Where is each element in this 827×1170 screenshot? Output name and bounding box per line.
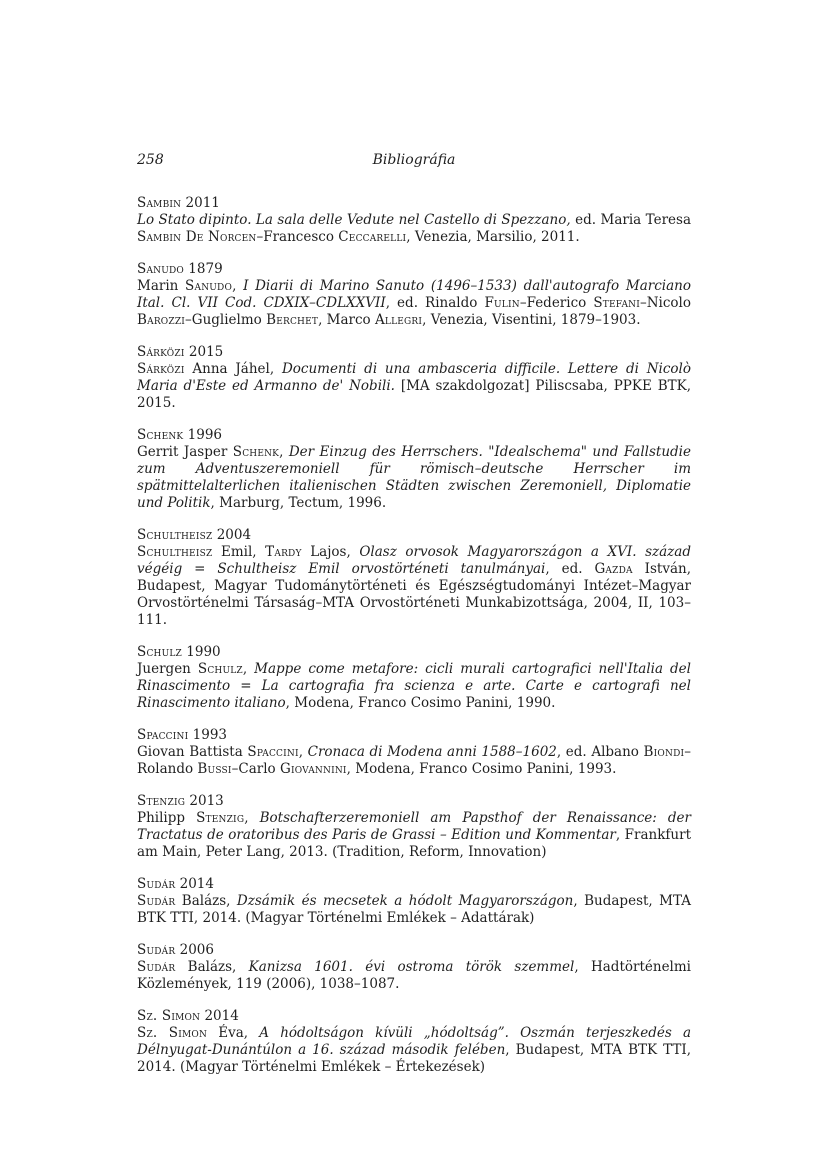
bib-entry-year: 2011	[181, 195, 220, 211]
bib-entry	[137, 527, 691, 629]
bib-text-segment: ed. Maria Teresa	[570, 212, 691, 228]
bib-entry-author-label: Sanudo	[137, 261, 185, 277]
bib-text-segment: Gazda	[594, 561, 633, 577]
bib-text-segment: Lajos,	[301, 544, 360, 560]
bib-entry	[137, 195, 691, 246]
bib-text-segment: Schulz	[197, 661, 243, 677]
bib-entry-author-label: Schultheisz	[137, 527, 213, 543]
bib-text-segment: , ed.	[545, 561, 595, 577]
bib-text-segment: , Budapest, MTA BTK TTI, 2014. (Magyar Történelmi Emlékek – Értekezések)	[137, 1042, 691, 1075]
bib-entry-year: 1990	[182, 644, 221, 660]
bib-text-segment: Schenk	[232, 444, 280, 460]
bib-text-segment: , ed. Rinaldo	[385, 295, 485, 311]
bib-text-segment: , Hadtörténelmi Közlemények, 119 (2006), 1038–1087.	[137, 959, 691, 992]
bib-entry-text	[137, 278, 691, 329]
bib-text-segment: Éva,	[207, 1025, 260, 1041]
bib-text-segment: Stefani	[593, 295, 640, 311]
bib-entry-heading	[137, 195, 691, 212]
bib-entry-year: 2006	[175, 942, 214, 958]
bib-text-segment: –Francesco	[256, 229, 339, 245]
bib-entry-text	[137, 212, 691, 246]
bib-entry-author-label: Stenzig	[137, 793, 186, 809]
bib-entry-text	[137, 661, 691, 712]
bib-entry-heading	[137, 427, 691, 444]
bib-entry-text	[137, 893, 691, 927]
bib-entry	[137, 1008, 691, 1076]
bib-text-segment: Biondi	[643, 744, 685, 760]
bib-text-segment: Schultheisz	[137, 544, 213, 560]
bib-text-segment: A hódoltságon kívüli „hódoltság”. Oszmán terjeszkedés a Délnyugat-Dunántúlon a 16. század második felében	[137, 1025, 691, 1058]
bib-entry-year: 2004	[212, 527, 252, 543]
bib-text-segment: Berchet	[266, 312, 319, 328]
bib-text-segment: , ed. Albano	[556, 744, 644, 760]
page-title: Bibliográfia	[372, 152, 456, 168]
bib-text-segment: Sambin De Norcen	[137, 229, 257, 245]
bib-entry	[137, 427, 691, 512]
bib-entry-year: 2015	[184, 344, 224, 360]
bib-text-segment: Sanudo	[185, 278, 233, 294]
bib-entry-author-label: Spaccini	[137, 727, 189, 743]
bib-text-segment: Dzsámik és mecsetek a hódolt Magyarországon	[236, 893, 574, 909]
bib-text-segment: Olasz orvosok Magyarországon a XVI. század végéig = Schultheisz Emil orvostörténeti tanulmányai	[137, 544, 691, 577]
bib-entry-heading	[137, 1008, 691, 1025]
bib-text-segment: Kanizsa 1601. évi ostroma török szemmel	[248, 959, 575, 975]
bib-text-segment: –Nicolo	[639, 295, 691, 311]
bib-text-segment: Sz. Simon	[137, 1025, 208, 1041]
bib-entry-author-label: Sudár	[137, 876, 176, 892]
bib-text-segment: Lo Stato dipinto. La sala delle Vedute nel Castello di Spezzano,	[137, 212, 571, 228]
bib-text-segment: Documenti di una ambasceria difficile. Lettere di Nicolò Maria d'Este ed Armanno de' Nobili.	[137, 361, 691, 394]
bib-entry-text	[137, 744, 691, 778]
bib-text-segment: , Modena, Franco Cosimo Panini, 1993.	[346, 761, 617, 777]
bib-text-segment: , Budapest, MTA BTK TTI, 2014. (Magyar Történelmi Emlékek – Adattárak)	[137, 893, 692, 926]
bib-entry	[137, 876, 691, 927]
bib-entry-year: 1879	[184, 261, 223, 277]
bib-entry-heading	[137, 644, 691, 661]
bib-text-segment: –Carlo	[231, 761, 280, 777]
bib-text-segment: Fulin	[484, 295, 520, 311]
bib-text-segment: –Guglielmo	[185, 312, 267, 328]
bib-entry-year: 1996	[183, 427, 223, 443]
bib-text-segment: Gerrit Jasper	[137, 444, 233, 460]
bib-entry-heading	[137, 793, 691, 810]
bib-entry-author-label: Sárközi	[137, 344, 185, 360]
bib-text-segment: Bussi	[197, 761, 232, 777]
bib-text-segment: Botschafterzeremoniell am Papsthof der Renaissance: der Tractatus de oratoribus des Paris de Grassi – Edition und Kommentar	[137, 810, 691, 843]
bib-entry-text	[137, 361, 691, 412]
bib-text-segment: Mappe come metafore: cicli murali cartografici nell'Italia del Rinascimento = La cartografia fra scienza e arte. Carte e cartografi nel Rinascimento italiano	[137, 661, 691, 711]
page-number: 258	[137, 152, 164, 168]
bib-text-segment: Stenzig	[196, 810, 245, 826]
bib-entry-heading	[137, 261, 691, 278]
bib-text-segment: ,	[279, 444, 289, 460]
bib-text-segment: Sudár	[137, 893, 176, 909]
bib-entry-text	[137, 810, 691, 861]
bib-text-segment: Balázs,	[175, 893, 237, 909]
bib-entry-heading	[137, 527, 691, 544]
bib-text-segment: , Venezia, Marsilio, 2011.	[406, 229, 580, 245]
bib-text-segment: , Modena, Franco Cosimo Panini, 1990.	[285, 695, 556, 711]
bib-text-segment: Anna Jáhel,	[184, 361, 282, 377]
bib-text-segment: , Marco	[318, 312, 375, 328]
bib-text-segment: I Diarii di Marino Sanuto (1496–1533) dall'autografo Marciano Ital. Cl. VII Cod. CDXIX–CDLXXVII	[137, 278, 691, 311]
bib-entry-year: 1993	[188, 727, 227, 743]
bib-entry-year: 2014	[175, 876, 214, 892]
bib-text-segment: ,	[242, 661, 255, 677]
bib-entry-author-label: Sudár	[137, 942, 176, 958]
bib-text-segment: István, Budapest, Magyar Tudománytörténeti és Egészségtudományi Intézet–Magyar Orvostörténelmi Társaság–MTA Orvostörténeti Munkabizottsága, 2004, II, 103–111.	[137, 561, 692, 628]
bib-text-segment: Giovan Battista	[137, 744, 248, 760]
bib-text-segment: –Federico	[519, 295, 594, 311]
bib-text-segment: Marin	[137, 278, 186, 294]
page-content	[137, 152, 691, 1076]
bib-text-segment: ,	[244, 810, 260, 826]
bib-entry-heading	[137, 942, 691, 959]
bib-entry-year: 2013	[185, 793, 224, 809]
bib-text-segment: Sudár	[137, 959, 176, 975]
bib-entry-heading	[137, 727, 691, 744]
bib-text-segment: Tardy	[265, 544, 302, 560]
bib-entry-text	[137, 444, 691, 512]
page-header	[137, 152, 691, 169]
bib-entry-author-label: Sambin	[137, 195, 182, 211]
bib-entry-year: 2014	[200, 1008, 239, 1024]
bib-text-segment: Ceccarelli	[338, 229, 407, 245]
bib-entry	[137, 942, 691, 993]
bib-text-segment: Sárközi	[137, 361, 185, 377]
bib-text-segment: Spaccini	[247, 744, 299, 760]
bib-text-segment: ,	[298, 744, 308, 760]
bib-text-segment: Barozzi	[137, 312, 186, 328]
bib-text-segment: Juergen	[137, 661, 198, 677]
bib-text-segment: Der Einzug des Herrschers. "Idealschema" und Fallstudie zum Adventuszeremoniell für römisch–deutsche Herrscher im spätmittelalterlichen italienischen Städten zwischen Zeremoniell, Diplomatie und Politik	[137, 444, 691, 511]
bib-entry	[137, 793, 691, 861]
bib-entry	[137, 727, 691, 778]
bib-text-segment: , Frankfurt am Main, Peter Lang, 2013. (Tradition, Reform, Innovation)	[137, 827, 691, 860]
bib-text-segment: Allegri	[374, 312, 423, 328]
bib-text-segment: Cronaca di Modena anni 1588–1602	[307, 744, 557, 760]
bib-text-segment: , Venezia, Visentini, 1879–1903.	[422, 312, 641, 328]
bib-entry	[137, 344, 691, 412]
bib-entry-author-label: Schenk	[137, 427, 184, 443]
bib-entry-text	[137, 544, 691, 629]
bib-entry	[137, 261, 691, 329]
bib-text-segment: Balázs,	[175, 959, 249, 975]
bib-text-segment: –Rolando	[137, 744, 691, 777]
bib-text-segment: Philipp	[137, 810, 197, 826]
bib-text-segment: ,	[232, 278, 244, 294]
bib-entry-text	[137, 959, 691, 993]
bib-entry	[137, 644, 691, 712]
bib-text-segment: , Marburg, Tectum, 1996.	[210, 495, 387, 511]
bib-entry-heading	[137, 876, 691, 893]
bib-entry-text	[137, 1025, 691, 1076]
bib-entry-heading	[137, 344, 691, 361]
bib-entry-author-label: Schulz	[137, 644, 182, 660]
bib-entry-author-label: Sz. Simon	[137, 1008, 201, 1024]
bib-text-segment: Giovannini	[279, 761, 347, 777]
bib-text-segment: [MA szakdolgozat] Piliscsaba, PPKE BTK, 2015.	[137, 378, 691, 411]
bibliography-list	[137, 195, 691, 1076]
bib-text-segment: Emil,	[212, 544, 266, 560]
